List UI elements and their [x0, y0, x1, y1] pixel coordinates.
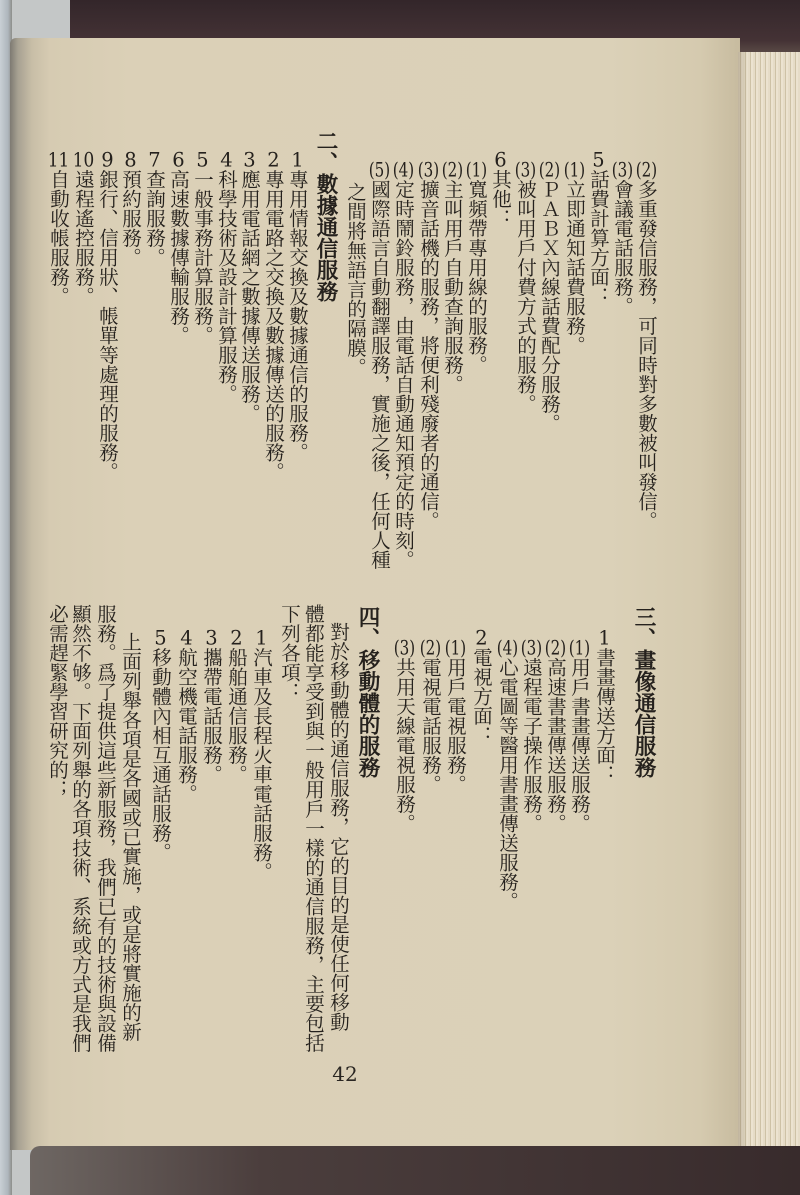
paragraph-line: 下列各項： [278, 604, 301, 702]
item-text: 共用天線電視服務。 [393, 657, 416, 833]
item-text: 國際語言自動翻譯服務，實施之後，任何人種 [368, 179, 391, 570]
item-text: 用戶書畫傳送服務。 [568, 657, 591, 833]
list-item [443, 638, 467, 794]
list-item [586, 150, 610, 306]
item-number: 5 [592, 150, 605, 170]
list-item [142, 150, 166, 267]
item-number: 5 [196, 150, 209, 170]
item-text: 電視方面： [470, 647, 493, 745]
list-item [190, 150, 214, 345]
paragraph-line: 對於移動體的通信服務，它的目的是使任何移動 [327, 622, 350, 1032]
item-text: 用戶電視服務。 [444, 657, 467, 794]
item-text: 遠程電子操作服務。 [520, 657, 543, 833]
item-text: 定時鬧鈴服務，由電話自動通知預定的時刻。 [392, 179, 415, 570]
item-text: 自動收帳服務。 [47, 169, 70, 306]
list-item [610, 160, 634, 316]
item-number: 2 [230, 628, 243, 648]
page-stack-edges [738, 52, 800, 1150]
item-text: 專用情報交換及數據通信的服務。 [286, 169, 309, 462]
item-number: (5) [368, 160, 391, 180]
list-item [562, 160, 586, 355]
item-text: 寬頻帶專用線的服務。 [465, 179, 488, 375]
list-item [634, 160, 658, 531]
paragraph-line: 服務。爲了提供這些新服務，我們已有的技術與設備 [94, 604, 117, 1053]
list-item [440, 160, 464, 394]
item-number: 10 [72, 150, 95, 170]
list-item [95, 150, 119, 482]
list-item [71, 150, 95, 306]
list-item [174, 628, 198, 804]
book-cover-bottom-edge [30, 1146, 800, 1195]
paragraph-line: 必需趕緊學習研究的； [46, 604, 69, 799]
item-number: (2) [544, 638, 567, 658]
item-text: 航空機電話服務。 [175, 647, 198, 804]
list-item [469, 628, 493, 745]
list-item [592, 628, 616, 784]
list-item [46, 150, 70, 306]
item-number: 4 [220, 150, 233, 170]
item-text: 遠程遙控服務。 [72, 169, 95, 306]
item-number: (3) [514, 160, 537, 180]
item-number: (1) [563, 160, 586, 180]
item-number: (2) [538, 160, 561, 180]
list-item [513, 160, 537, 414]
item-number: 7 [148, 150, 161, 170]
list-item [543, 638, 567, 833]
item-number: 6 [172, 150, 185, 170]
list-item [166, 150, 190, 345]
item-text: 船舶通信服務。 [225, 647, 248, 784]
item-number: (1) [444, 638, 467, 658]
list-item [367, 160, 391, 570]
page-number: 42 [332, 1062, 358, 1086]
item-number: (2) [441, 160, 464, 180]
item-text: 專用電路之交換及數據傳送的服務。 [262, 169, 285, 482]
item-number: 6 [494, 150, 507, 170]
list-item [224, 628, 248, 784]
item-text: 心電圖等醫用書畫傳送服務。 [496, 657, 519, 911]
list-item [285, 150, 309, 462]
paragraph-line: 上面列舉各項是各國或已實施，或是將實施的新 [119, 632, 142, 1042]
item-text: 移動體內相互通話服務。 [149, 647, 172, 862]
item-text: 預約服務。 [119, 169, 142, 267]
item-text: ＰＡＢＸ內線話費配分服務。 [538, 179, 561, 433]
list-item [392, 638, 416, 833]
list-item [118, 150, 142, 267]
item-number: 8 [124, 150, 137, 170]
list-item [237, 150, 261, 423]
item-number: 5 [154, 628, 167, 648]
list-item [249, 628, 273, 882]
item-text: 擴音話機的服務，將便利殘廢者的通信。 [417, 179, 440, 531]
item-number: 3 [243, 150, 256, 170]
item-text: 話費計算方面： [587, 169, 610, 306]
item-text: 科學技術及設計計算服務。 [215, 169, 238, 404]
item-text: 應用電話網之數據傳送服務。 [238, 169, 261, 423]
item-number: (3) [393, 638, 416, 658]
item-number: 4 [180, 628, 193, 648]
item-text: 汽車及長程火車電話服務。 [250, 647, 273, 882]
item-number: (2) [419, 638, 442, 658]
item-number: (3) [417, 160, 440, 180]
item-number: 11 [47, 150, 70, 170]
list-item [537, 160, 561, 433]
list-item [519, 638, 543, 833]
item-text: 立即通知話費服務。 [563, 179, 586, 355]
list-item [199, 628, 223, 784]
item-number: 2 [475, 628, 488, 648]
item-number: 1 [255, 628, 268, 648]
item-text: 主叫用戶自動查詢服務。 [441, 179, 464, 394]
item-text: 高速書畫傳送服務。 [544, 657, 567, 833]
list-item [418, 638, 442, 794]
list-item [488, 150, 512, 228]
list-item [214, 150, 238, 404]
item-text: 電視電話服務。 [419, 657, 442, 794]
section-heading-data: 二、數據通信服務 [313, 130, 338, 302]
item-text: 一般事務計算服務。 [191, 169, 214, 345]
item-text: 查詢服務。 [143, 169, 166, 267]
item-text: 書畫傳送方面： [593, 647, 616, 784]
list-item-continuation: 之間將無語言的隔膜。 [344, 182, 367, 377]
item-text: 多重發信服務，可同時對多數被叫發信。 [635, 179, 658, 531]
item-text: 銀行、信用狀、帳單等處理的服務。 [96, 169, 119, 482]
item-text: 被叫用戶付費方式的服務。 [514, 179, 537, 414]
item-text: 攜帶電話服務。 [200, 647, 223, 784]
item-number: 1 [598, 628, 611, 648]
item-number: (3) [520, 638, 543, 658]
item-text: 會議電話服務。 [611, 179, 634, 316]
item-number: (1) [568, 638, 591, 658]
paragraph-line: 體都能享受到與一般用戶一樣的通信服務，主要包括 [302, 604, 325, 1053]
section-heading-mobile: 四、移動體的服務 [355, 606, 380, 778]
list-item [495, 638, 519, 911]
item-number: (3) [611, 160, 634, 180]
list-item [391, 160, 415, 570]
list-item [261, 150, 285, 482]
item-number: (1) [465, 160, 488, 180]
list-item [464, 160, 488, 375]
item-number: (2) [635, 160, 658, 180]
list-item [148, 628, 172, 862]
item-text: 高速數據傳輸服務。 [167, 169, 190, 345]
item-number: 9 [101, 150, 114, 170]
item-number: (4) [392, 160, 415, 180]
paragraph-line: 顯然不够。下面列舉的各項技術、系統或方式是我們 [69, 604, 92, 1053]
item-number: 1 [291, 150, 304, 170]
section-heading-image: 三、畫像通信服務 [631, 606, 656, 778]
item-text: 其他： [489, 169, 512, 228]
item-number: 2 [267, 150, 280, 170]
list-item [416, 160, 440, 531]
item-number: 3 [205, 628, 218, 648]
list-item [567, 638, 591, 833]
item-number: (4) [496, 638, 519, 658]
